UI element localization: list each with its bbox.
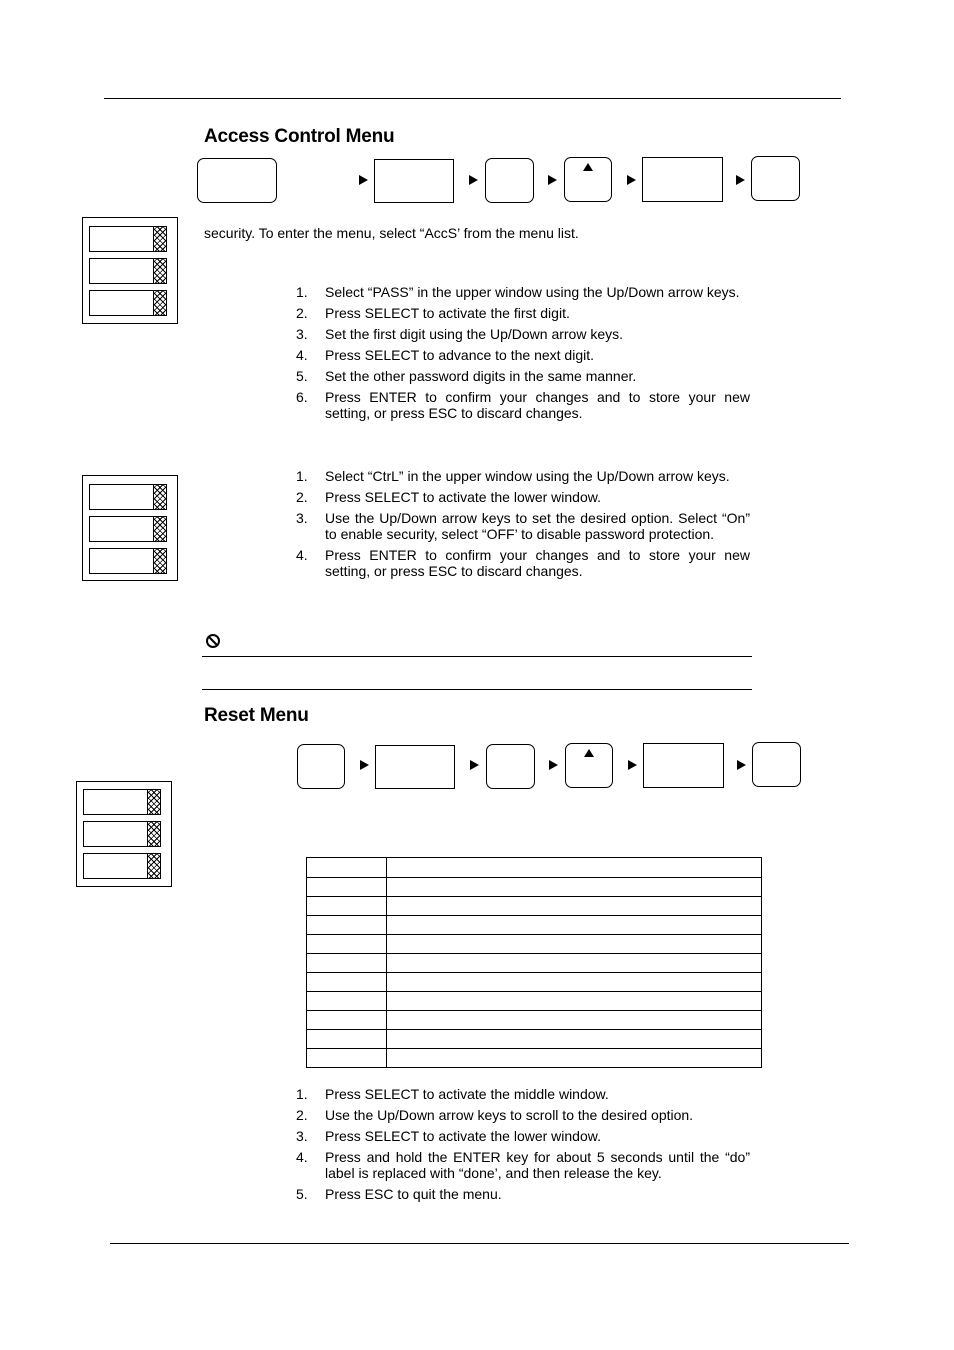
flow-key-enter: [751, 156, 800, 201]
table-cell: [307, 916, 387, 935]
flow-key-enter: [752, 742, 801, 787]
flow-display-window: [375, 745, 455, 789]
table-cell: [307, 1011, 387, 1030]
flow-arrow-icon: [627, 175, 636, 185]
list-item: 4. Press SELECT to advance to the next digit.: [296, 347, 595, 363]
table-cell: [307, 935, 387, 954]
flow-arrow-icon: [736, 175, 745, 185]
table-cell: [387, 935, 762, 954]
table-row: [307, 973, 762, 992]
reset-menu-heading: Reset Menu: [204, 705, 309, 726]
list-item: 1. Press SELECT to activate the middle window.: [296, 1086, 609, 1102]
table-cell: [387, 1011, 762, 1030]
table-row: [307, 1011, 762, 1030]
note-rule-bottom: [202, 689, 752, 690]
table-cell: [307, 878, 387, 897]
list-item: 3. Set the first digit using the Up/Down arrow keys.: [296, 326, 624, 342]
table-cell: [387, 1030, 762, 1049]
table-cell: [387, 858, 762, 878]
password-steps-list: [296, 284, 750, 426]
flow-display-window: [374, 159, 454, 203]
table-cell: [387, 916, 762, 935]
table-row: [307, 858, 762, 878]
lcd-middle-window: [89, 516, 167, 542]
list-item: 2. Use the Up/Down arrow keys to scroll to the desired option.: [296, 1107, 694, 1123]
table-cell: [307, 897, 387, 916]
table-cell: [307, 954, 387, 973]
flow-key-select: [486, 744, 535, 789]
table-cell: [387, 1049, 762, 1068]
lcd-middle-window: [89, 258, 167, 284]
list-item: 3. Use the Up/Down arrow keys to set the desired option. Select “On” to enable security, select “OFF’ to disable password protection.: [296, 510, 750, 542]
flow-arrow-icon: [470, 760, 479, 770]
control-steps-list: [296, 468, 750, 584]
lcd-middle-window: [83, 821, 161, 847]
table-cell: [307, 1049, 387, 1068]
flow-display-window: [642, 157, 723, 202]
list-item: 6. Press ENTER to confirm your changes and to store your new setting, or press ESC to discard changes.: [296, 389, 750, 421]
list-item: 5. Set the other password digits in the same manner.: [296, 368, 637, 384]
bottom-rule: [110, 1243, 849, 1244]
lcd-lower-window: [83, 853, 161, 879]
reset-steps-list: [296, 1086, 750, 1207]
list-item: 1. Select “PASS” in the upper window using the Up/Down arrow keys.: [296, 284, 740, 300]
table-row: [307, 935, 762, 954]
table-cell: [307, 973, 387, 992]
flow-key-select: [485, 158, 534, 203]
lcd-display-panel: [76, 781, 172, 887]
table-row: [307, 1049, 762, 1068]
flow-arrow-icon: [548, 175, 557, 185]
lcd-display-panel: [82, 217, 178, 324]
flow-key-up-arrow: [564, 157, 612, 202]
table-row: [307, 916, 762, 935]
note-rule-top: [202, 656, 752, 657]
reset-options-table: [306, 857, 762, 1068]
table-cell: [307, 992, 387, 1011]
list-item: 1. Select “CtrL” in the upper window using the Up/Down arrow keys.: [296, 468, 730, 484]
table-row: [307, 878, 762, 897]
table-cell: [387, 897, 762, 916]
table-cell: [387, 992, 762, 1011]
access-intro-text: security. To enter the menu, select “AccS’ from the menu list.: [204, 225, 579, 241]
table-row: [307, 992, 762, 1011]
lcd-upper-window: [83, 789, 161, 815]
lcd-lower-window: [89, 290, 167, 316]
flow-key-up-arrow: [565, 743, 613, 788]
lcd-upper-window: [89, 226, 167, 252]
list-item: 5. Press ESC to quit the menu.: [296, 1186, 502, 1202]
lcd-lower-window: [89, 548, 167, 574]
list-item: 2. Press SELECT to activate the lower window.: [296, 489, 601, 505]
access-control-heading: Access Control Menu: [204, 126, 395, 147]
table-row: [307, 897, 762, 916]
table-cell: [307, 858, 387, 878]
flow-arrow-icon: [359, 175, 368, 185]
list-item: 2. Press SELECT to activate the first digit.: [296, 305, 570, 321]
flow-arrow-icon: [628, 760, 637, 770]
table-cell: [387, 878, 762, 897]
list-item: 4. Press and hold the ENTER key for about 5 seconds until the “do” label is replaced with “done’, and then release the key.: [296, 1149, 750, 1181]
flow-arrow-icon: [360, 760, 369, 770]
flow-key-menu: [297, 744, 345, 789]
top-rule: [104, 98, 841, 99]
table-row: [307, 954, 762, 973]
no-entry-icon: [206, 634, 220, 648]
flow-key-menu: [197, 158, 277, 203]
list-item: 4. Press ENTER to confirm your changes and to store your new setting, or press ESC to discard changes.: [296, 547, 750, 579]
flow-display-window: [643, 743, 724, 788]
lcd-display-panel: [82, 475, 178, 581]
table-row: [307, 1030, 762, 1049]
lcd-upper-window: [89, 484, 167, 510]
flow-arrow-icon: [737, 760, 746, 770]
table-cell: [387, 973, 762, 992]
table-cell: [387, 954, 762, 973]
flow-arrow-icon: [469, 175, 478, 185]
list-item: 3. Press SELECT to activate the lower window.: [296, 1128, 601, 1144]
table-cell: [307, 1030, 387, 1049]
flow-arrow-icon: [549, 760, 558, 770]
